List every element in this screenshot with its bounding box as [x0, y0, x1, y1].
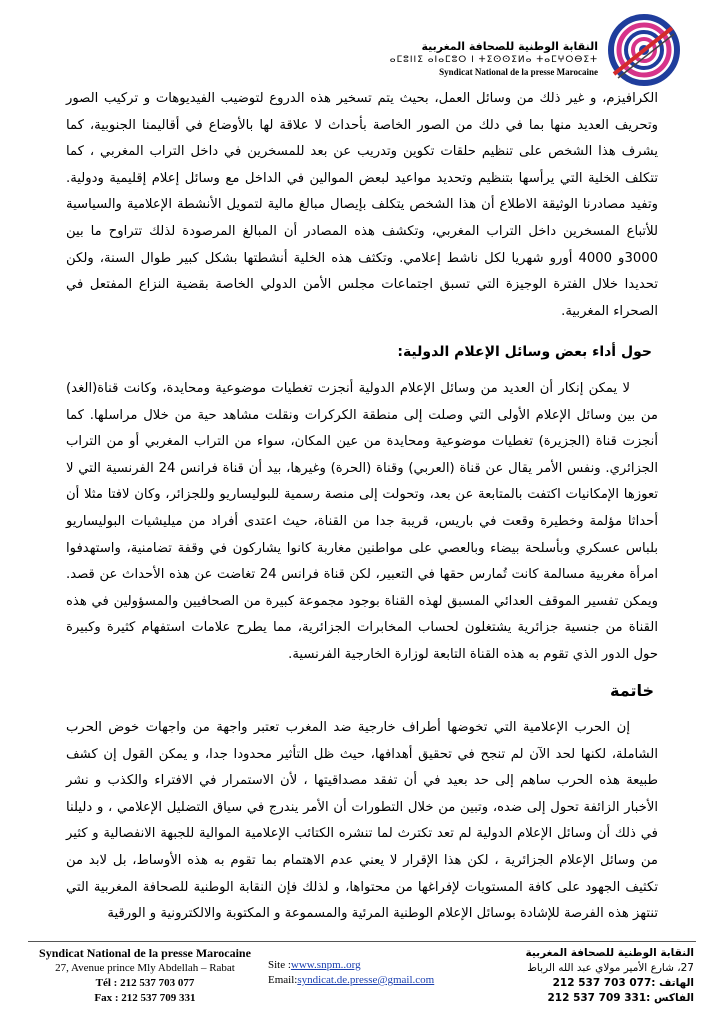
org-name-french: Syndicat National de la presse Marocaine — [439, 67, 598, 77]
website-link[interactable]: www.snpm..org — [290, 959, 361, 971]
email-link[interactable]: syndicat.de.presse@gmail.com — [297, 974, 435, 986]
footer — [30, 946, 694, 1016]
media-paragraph: لا يمكن إنكار أن العديد من وسائل الإعلام الدولية أنجزت تغطيات موضوعية ومحايدة، وكانت قناة(الغد) من بين وسائل الإعلام الأولى التي وصلت إلى منطقة الكركرات ونقلت مشاهد حية من خلال مراسلها. كما أنجزت قناة (الجزيرة) تغطيات موضوعية ومحايدة من عين المكان، سواء من التراب المغربي أو من التراب الجزائري. ونفس الأمر يقال عن قناة (العربي) وقناة (الحرة) وغيرها، بيد أن قناة فرانس 24 الفرنسية التي لا تعوزها الإمكانيات اكتفت بالمتابعة عن بعد، وتحولت إلى منصة رسمية للبوليساريو وللجزائر، وكان لافتا مثلا أن أحداثا مؤلمة وخطيرة وقعت في باريس، قريبة جدا من القناة، حيث اعتدى أفراد من ميليشيات البوليساريو بلباس عسكري وبأسلحة بيضاء وبالعصي على مواطنين مغاربة كانوا يشاركون في وقفة تضامنية، واستهدفوا امرأة مغربية مسالمة كانت تُمارس حقها في التعبير، لكن قناة فرانس 24 تغاضت عن هذه الأحداث عن قصد. ويمكن تفسير الموقف العدائي المسبق لهذه القناة بوجود مجموعة كبيرة من الصحافيين والمسؤولين في هذه القناة من جنسية جزائرية يشتغلون لحساب المخابرات الجزائرية، مما يطرح علامات استفهام كثيرة وكبيرة حول الدور الذي تقوم به هذه القناة التابعة لوزارة الخارجية الفرنسية. — [66, 380, 658, 662]
footer-tel-arabic: الهاتف :077 703 537 212 — [552, 977, 694, 989]
footer-web-contact — [268, 958, 434, 988]
footer-org-french: Syndicat National de la presse Marocaine — [39, 946, 251, 960]
intro-paragraph: الكرافيزم، و غير ذلك من وسائل العمل، بحيث يتم تسخير هذه الدروع لتوضيب الفيديوهات و تركيب الصور وتحريف العديد منها بما في دلك من الصور الخاصة بأحداث لا علاقة لها بالأوضاع في أقاليمنا الجنوبية، كما يشرف هذا الشخص على تنظيم حلقات تكوين وتدريب عن بعد للمسخرين في داخل التراب المغربي ، كما تتكلف الخلية التي يرأسها بتنظيم وتحديد مواعيد لبعض الموالين في الداخل مع وسائل إعلام إقليمية ودولية. وتفيد مصادرنا الوثيقة الاطلاع أن هذا الشخص يتكلف بإيصال مبالغ مالية لتمويل الأنشطة الإعلامية والسياسية للأتباع المسخرين داخل التراب المغربي، وتكشف هذه المصادر أن المبالغ المرصودة لذلك تتراوح ما بين 3000و 4000 أورو شهريا لكل ناشط إعلامي. وتكثف هذه الخلية أنشطتها بشكل كبير طوال السنة، ولكن تحديدا خلال الفترة الوجيزة التي تسبق اجتماعات مجلس الأمن الدولي الخاصة بقضية النزاع المفتعل في الصحراء المغربية. — [66, 91, 658, 319]
snpm-logo-icon — [608, 14, 680, 86]
footer-fax-arabic: الفاكس :331 709 537 212 — [547, 992, 694, 1004]
footer-fax-french: Fax : 212 537 709 331 — [94, 992, 196, 1004]
footer-contact-french — [30, 946, 260, 1006]
footer-org-arabic: النقابة الوطنية للصحافة المغربية — [525, 947, 694, 959]
article-body — [66, 86, 658, 928]
site-label: Site : — [268, 959, 291, 971]
org-name-arabic: النقابة الوطنية للصحافة المغربية — [421, 40, 598, 53]
org-name-tifinagh: ⴰⵎⵓⵏⵏⵉ ⴰⵏⴰⵎⵓⵔ ⵏ ⵜⵉⵙⵙⵉⵍⴰ ⵜⴰⵎⵖⵔⴱⵉⵜ — [389, 55, 598, 65]
footer-tel-french: Tél : 212 537 703 077 — [95, 977, 195, 989]
conclusion-title: خاتمة — [610, 681, 654, 701]
email-label: Email: — [268, 974, 298, 986]
footer-contact-arabic — [504, 946, 694, 1006]
conclusion-paragraph: إن الحرب الإعلامية التي تخوضها أطراف خارجية ضد المغرب تعتبر واجهة من واجهات خوض الحرب الشاملة، لكنها لحد الآن لم تنجح في تحقيق أهدافها، حيث ظل التأثير محدودا جدا، و يمكن القول إن كشف طبيعة هذه الحرب ساهم إلى حد بعيد في أن تفقد مصداقيتها ، لأن الاستمرار في الافتراء والكذب و نشر الأخبار الزائفة تحول إلى ضده، وتبين من خلال التطورات أن الأمر يندرج في سياق التضليل الإعلامي ، و دليلنا في ذلك أن وسائل الإعلام الدولية لم تعد تكترث لما تنشره الكتائب الإعلامية الموالية للجبهة الانفصالية و كثير من وسائل الإعلام الجزائرية ، لكن هذا الإقرار لا يعني عدم الاهتمام بما تقوم به هذه الأوساط، بل لابد من تكثيف الجهود على كافة المستويات لإفراغها من محتواها، و لذلك فإن النقابة الوطنية للصحافة المغربية التي تنتهز هذه الفرصة للإشادة بوسائل الإعلام الوطنية المرئية والمسموعة و المكتوبة والالكترونية و الورقية — [66, 720, 658, 922]
footer-address-arabic: 27، شارع الأمير مولاي عبد الله الرباط — [527, 962, 694, 974]
brand-text — [390, 40, 598, 77]
footer-divider — [28, 941, 696, 942]
footer-address-french: 27, Avenue prince Mly Abdellah – Rabat — [55, 962, 235, 974]
section-subtitle: حول أداء بعض وسائل الإعلام الدولية: — [397, 344, 652, 361]
letterhead — [340, 14, 680, 84]
